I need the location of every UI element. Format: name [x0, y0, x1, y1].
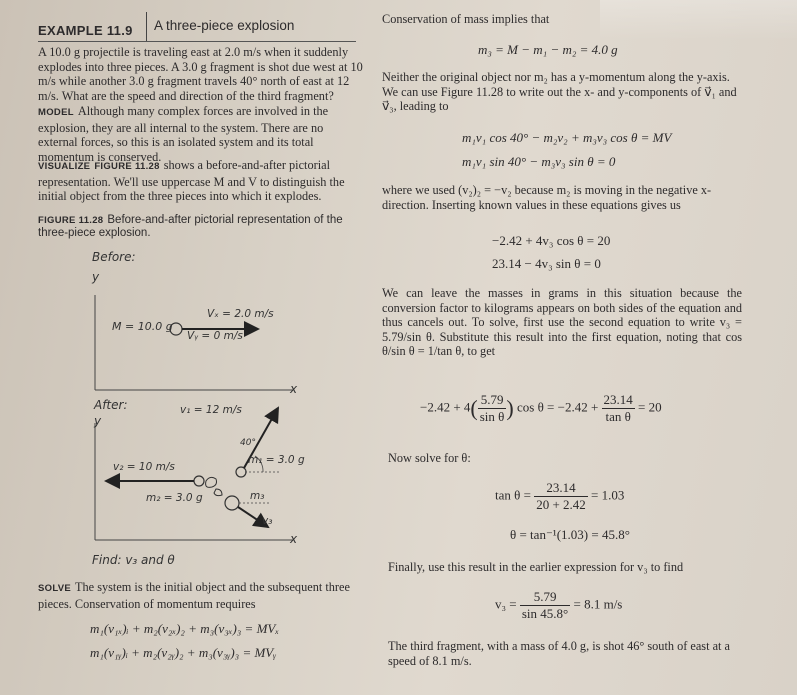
solve-text: The system is the initial object and the subsequent three pieces. Conservation of momentum requires — [38, 580, 350, 611]
before-y-label: y — [92, 270, 100, 284]
v3-label: v₃ — [262, 515, 273, 527]
visualize-paragraph — [38, 158, 363, 204]
m1-label: m₁ = 3.0 g — [248, 454, 305, 466]
eq-e-mid: cos θ = −2.42 + — [516, 399, 599, 415]
eq-f-frac — [534, 480, 588, 513]
momentum-eq-y: m₁(v₁ᵧ)ᵢ + m₂(v₂ᵧ)₂ + m₃(v₃ᵧ)₃ = MVᵧ — [90, 645, 277, 660]
example-header — [38, 12, 356, 42]
initial-vx-label: Vₓ = 2.0 m/s — [207, 308, 274, 320]
example-label: EXAMPLE 11.9 — [38, 23, 133, 38]
finally-paragraph: Finally, use this result in the earlier expression for v₃ to find — [388, 560, 684, 574]
neither-paragraph: Neither the original object nor m₂ has a y-momentum along the y-axis. We can use Figure 11.28 to write out the x- and y-components of v⃗₁ and v⃗₃, leading to — [382, 70, 737, 114]
model-label: MODEL — [38, 107, 74, 118]
m2-label: m₂ = 3.0 g — [146, 492, 203, 504]
figure-ref: FIGURE 11.28 — [94, 161, 160, 172]
eq-h-lead: v₃ = — [495, 596, 517, 612]
visualize-text: shows a before-and-after pictorial representation. We'll use uppercase M and V to distinguish the initial object from the three pieces into which it explodes. — [38, 158, 345, 204]
substituted-equation: −2.42 + 4( $\frac{5.79}{\text{sin θ}}$ ) cos θ = −2.42 + $\frac{23.14}{\text{tan θ}}$ = 20 — [420, 392, 662, 424]
component-eq-x: m₁v₁ cos 40° − m₂v₂ + m₃v₃ cos θ = MV — [462, 130, 672, 145]
after-label: After: — [94, 398, 128, 412]
leave-paragraph: We can leave the masses in grams in this situation because the conversion factor to kilograms appears on both sides of the equation and thus cancels out. To solve, first use the second equation to write v₃ = 5.79/sin θ. Substitute this result into the first equation, noting that cos θ/sin θ = 1/tan θ, to get — [382, 286, 742, 359]
solve-paragraph — [38, 580, 366, 611]
model-text: Although many complex forces are involved in the explosion, they are all internal to the system. There are no external forces, so this is an isolated system and its total momentum is conserved. — [38, 104, 329, 164]
theta-result: θ = tan⁻¹(1.03) = 45.8° — [510, 527, 630, 542]
eq-h-num: 5.79 — [520, 589, 570, 606]
eq-f-den: 20 + 2.42 — [536, 497, 586, 512]
before-x-label: x — [290, 382, 298, 396]
header-rule — [38, 41, 356, 42]
eq-h-den: sin 45.8° — [521, 606, 569, 621]
solve-label: SOLVE — [38, 583, 71, 594]
eq-e-frac1 — [478, 392, 507, 425]
angle-label: 40° — [240, 438, 256, 448]
after-y-label: y — [94, 414, 102, 428]
v1-label: v₁ = 12 m/s — [180, 404, 242, 416]
component-eq-y: m₁v₁ sin 40° − m₃v₃ sin θ = 0 — [462, 154, 616, 169]
fragment-1 — [236, 467, 246, 477]
eq-f-tail: = 1.03 — [591, 487, 625, 503]
figure-caption — [38, 214, 358, 240]
initial-mass-label: M = 10.0 g — [112, 320, 173, 333]
mass-equation: m₃ = M − m₁ − m₂ = 4.0 g — [478, 42, 618, 57]
eq-e-frac1-den: sin θ — [479, 409, 505, 424]
mass-intro: Conservation of mass implies that — [382, 12, 550, 26]
visualize-label: VISUALIZE — [38, 161, 91, 172]
after-x-label: x — [290, 532, 298, 546]
momentum-eq-x: m₁(v₁ₓ)ᵢ + m₂(v₂ₓ)₂ + m₃(v₃ₓ)₃ = MVₓ — [90, 621, 280, 636]
conclusion-paragraph: The third fragment, with a mass of 4.0 g, is shot 46° south of east at a speed of 8.1 m/s. — [388, 639, 730, 668]
figure-caption-text: Before-and-after pictorial representation of the three-piece explosion. — [38, 214, 343, 239]
where-paragraph: where we used (v₂)₂ = −v₂ because m₂ is moving in the negative x-direction. Inserting known values in these equations gives us — [382, 183, 712, 212]
find-label: Find: v₃ and θ — [92, 553, 175, 567]
before-label: Before: — [92, 250, 136, 264]
eq-e-frac2-den: tan θ — [605, 409, 631, 424]
model-paragraph — [38, 104, 363, 164]
eq-h-tail: = 8.1 m/s — [573, 596, 623, 612]
numeric-eq-y: 23.14 − 4v₃ sin θ = 0 — [492, 256, 601, 271]
eq-e-tail: = 20 — [638, 399, 662, 415]
tan-equation — [495, 480, 624, 513]
header-divider — [146, 12, 147, 42]
eq-h-frac — [520, 589, 570, 622]
eq-f-num: 23.14 — [534, 480, 588, 497]
v3-equation — [495, 589, 622, 622]
m3-label: m₃ — [250, 490, 265, 502]
fragment-2 — [194, 476, 204, 486]
v2-label: v₂ = 10 m/s — [113, 461, 175, 473]
figure-caption-label: FIGURE 11.28 — [38, 215, 104, 226]
now-solve: Now solve for θ: — [388, 451, 471, 465]
problem-statement: A 10.0 g projectile is traveling east at 2.0 m/s when it suddenly explodes into three pieces. A 3.0 g fragment is shot due west at 10 m/s while another 3.0 g fragment travels 40° north of east at 12 m/s. What are the speed and direction of the third fragment? — [38, 45, 363, 103]
initial-vy-label: Vᵧ = 0 m/s — [187, 330, 243, 342]
numeric-eq-x: −2.42 + 4v₃ cos θ = 20 — [492, 233, 611, 248]
fragment-3 — [225, 496, 239, 510]
example-title: A three-piece explosion — [154, 18, 295, 33]
eq-e-frac2 — [602, 392, 635, 425]
eq-e-frac1-num: 5.79 — [478, 392, 507, 409]
explosion-debris-icon — [206, 477, 222, 495]
eq-e-frac2-num: 23.14 — [603, 392, 633, 407]
eq-e-lead: −2.42 + 4 — [420, 399, 471, 415]
eq-f-lead: tan θ = — [495, 487, 531, 503]
